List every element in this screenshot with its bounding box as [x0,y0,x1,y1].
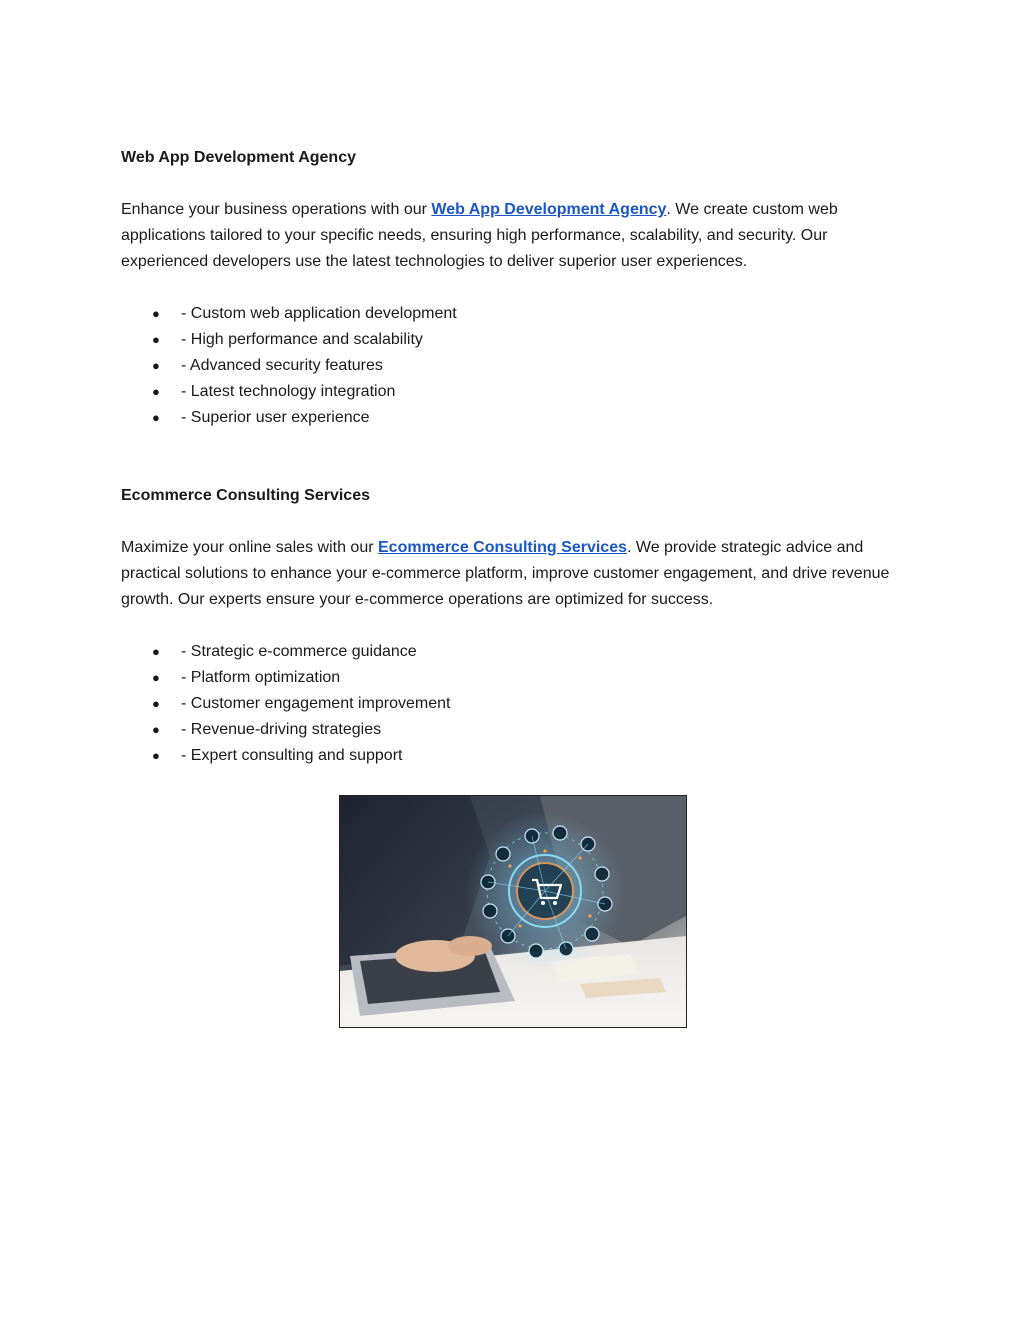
section-paragraph [121,535,901,613]
feature-list [121,301,901,431]
paragraph-text: . We create custom web applications tailored to your specific needs, ensuring high performance, scalability, and security. Our experienced developers use the latest technologies to deliver superior user experiences. [121,201,838,270]
list-item-text: - Advanced security features [181,357,383,374]
bullet-icon: ● [152,358,160,373]
list-item [121,743,901,769]
list-item-text: - Strategic e-commerce guidance [181,643,417,660]
ecommerce-illustration [340,796,686,1027]
list-item-text: - Customer engagement improvement [181,695,451,712]
paragraph-text: Maximize your online sales with our [121,539,378,556]
section-heading: Web App Development Agency [121,149,356,166]
bullet-icon: ● [152,644,160,659]
list-item-text: - Latest technology integration [181,383,396,400]
section-paragraph [121,197,901,275]
list-item [121,665,901,691]
web-app-agency-link[interactable]: Web App Development Agency [431,201,667,218]
list-item-text: - Revenue-driving strategies [181,721,382,738]
list-item-text: - Superior user experience [181,409,370,426]
paragraph-text: Enhance your business operations with our [121,201,432,218]
list-item [121,353,901,379]
ecommerce-photo [339,795,687,1028]
list-item-text: - Custom web application development [181,305,457,322]
list-item [121,405,901,431]
bullet-icon: ● [152,332,160,347]
list-item [121,639,901,665]
list-item [121,301,901,327]
list-item-text: - Expert consulting and support [181,747,403,764]
paragraph-text: . We provide strategic advice and practical solutions to enhance your e-commerce platform, improve customer engagement, and drive revenue growth. Our experts ensure your e-commerce operations are optimized for success. [121,539,890,608]
list-item [121,379,901,405]
bullet-icon: ● [152,722,160,737]
bullet-icon: ● [152,696,160,711]
bullet-icon: ● [152,410,160,425]
document-body [121,145,901,769]
bullet-icon: ● [152,384,160,399]
bullet-icon: ● [152,670,160,685]
ecommerce-consulting-link[interactable]: Ecommerce Consulting Services [378,539,627,556]
bullet-icon: ● [152,748,160,763]
bullet-icon: ● [152,306,160,321]
list-item-text: - High performance and scalability [181,331,423,348]
list-item [121,717,901,743]
section-heading: Ecommerce Consulting Services [121,487,370,504]
list-item [121,327,901,353]
section-ecommerce [121,483,901,769]
section-web-app [121,145,901,431]
feature-list [121,639,901,769]
list-item [121,691,901,717]
list-item-text: - Platform optimization [181,669,341,686]
